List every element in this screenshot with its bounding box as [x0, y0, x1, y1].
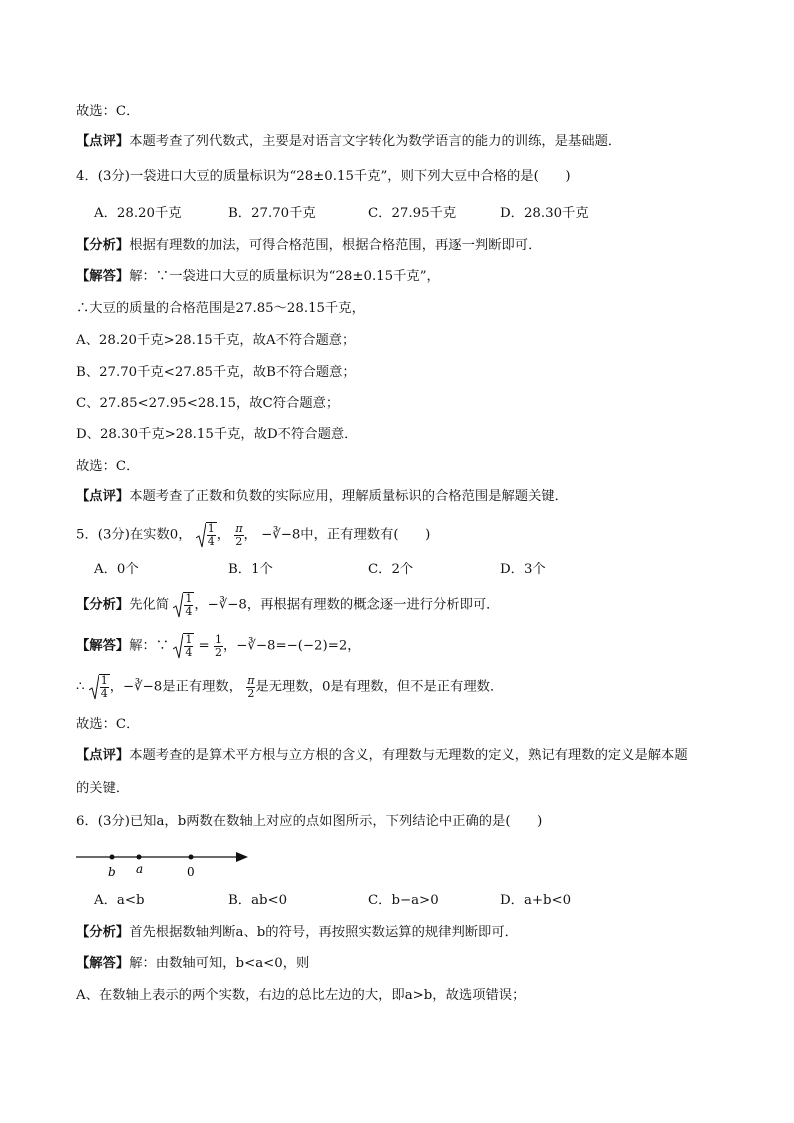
q6-step-1: A、在数轴上表示的两个实数，右边的总比左边的大，即a>b，故选项错误；: [76, 988, 526, 1003]
q5-option-b: B．1个: [228, 562, 273, 577]
q4-option-d: D．28.30千克: [500, 206, 589, 221]
q4-solution: 【解答】解：∵一袋进口大豆的质量标识为“28±0.15千克”，: [76, 269, 440, 284]
q4-step-4: C、27.85<27.95<28.15，故C符合题意；: [76, 396, 340, 411]
q5-answer: 故选：C．: [76, 717, 140, 732]
q6-solution: 【解答】解：由数轴可知，b<a<0，则: [76, 956, 310, 971]
sqrt-sign: $\frac{1}{4}$: [196, 522, 217, 548]
fraction-pi: $\frac{\pi}{2}$: [235, 521, 243, 548]
q6-stem: 6．(3分)已知a，b两数在数轴上对应的点如图所示，下列结论中正确的是( ): [76, 814, 543, 829]
q5-step-1: ∴ $\frac{1}{4}$ ，−∛−8是正有理数， $\frac{\pi}{2}$ 是无理数，0是有理数，但不是正有理数．: [76, 673, 504, 700]
line-comment-q3: [76, 133, 621, 151]
point-b: [110, 855, 115, 860]
label-b: b: [108, 865, 116, 879]
q4-comment: 【点评】本题考查了正数和负数的实际应用，理解质量标识的合格范围是解题关键．: [76, 489, 568, 504]
q4-option-a: A．28.20千克: [94, 206, 182, 221]
q5-comment-2: 的关键．: [76, 781, 130, 796]
label-a: a: [136, 862, 144, 876]
number-line: [76, 845, 256, 881]
comment-tag: 【点评】: [76, 134, 130, 149]
q4-step-5: D、28.30千克>28.15千克，故D不符合题意．: [76, 427, 358, 442]
q5-comment-1: 【点评】本题考查的是算术平方根与立方根的含义，有理数与无理数的定义，熟记有理数的定义是解本题: [76, 748, 688, 763]
q4-answer: 故选：C．: [76, 459, 140, 474]
q4-stem: 4．(3分)一袋进口大豆的质量标识为“28±0.15千克”，则下列大豆中合格的是( ): [76, 169, 571, 184]
q4-option-b: B．27.70千克: [228, 206, 316, 221]
q5-stem: 5．(3分)在实数0， $\frac{1}{4}$ ， $\frac{\pi}{2}$ ， −∛−8中，正有理数有( ): [76, 521, 431, 548]
q4-analysis: 【分析】根据有理数的加法，可得合格范围，根据合格范围，再逐一判断即可．: [76, 238, 542, 253]
line-answer-q3: 故选：C．: [76, 104, 140, 119]
q4-option-c: C．27.95千克: [368, 206, 457, 221]
q6-option-d: D．a+b<0: [500, 893, 572, 908]
q6-option-c: C．b−a>0: [368, 893, 439, 908]
q5-option-c: C．2个: [368, 562, 414, 577]
comment-text: 本题考查了列代数式，主要是对语言文字转化为数学语言的能力的训练，是基础题．: [129, 134, 622, 149]
q6-option-b: B．ab<0: [228, 893, 288, 908]
q5-analysis: 【分析】先化简 $\frac{1}{4}$ ，−∛−8，再根据有理数的概念逐一进行分析即可．: [76, 592, 500, 618]
label-zero: 0: [187, 865, 195, 879]
q6-option-a: A．a<b: [94, 893, 145, 908]
q5-option-a: A．0个: [94, 562, 139, 577]
q5-solution: 【解答】解：∵ $\frac{1}{4}$ = $\frac{1}{2}$ ，−∛−8=−(−2)=2，: [76, 632, 361, 659]
q4-step-1: ∴大豆的质量的合格范围是27.85～28.15千克，: [76, 301, 365, 316]
q6-analysis: 【分析】首先根据数轴判断a、b的符号，再按照实数运算的规律判断即可．: [76, 925, 518, 940]
point-a: [137, 855, 142, 860]
q4-step-3: B、27.70千克<27.85千克，故B不符合题意；: [76, 365, 356, 380]
q5-option-d: D．3个: [500, 562, 546, 577]
point-zero: [189, 855, 194, 860]
q4-step-2: A、28.20千克>28.15千克，故A不符合题意；: [76, 333, 356, 348]
